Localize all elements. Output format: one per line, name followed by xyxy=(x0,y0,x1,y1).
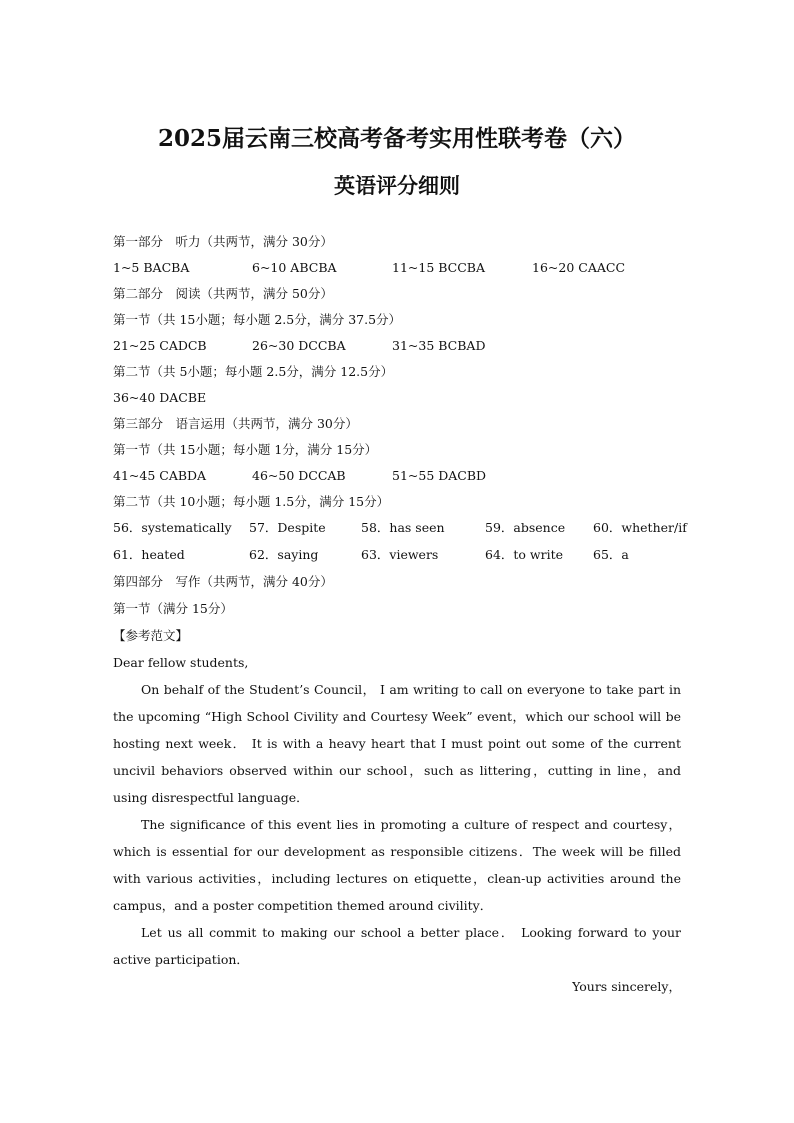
answer-word: 62．saying xyxy=(249,547,319,562)
part4-section1-heading: 第一节（满分 15分） xyxy=(113,601,233,616)
part3-section1-heading: 第一节（共 15小题；每小题 1分，满分 15分） xyxy=(113,442,378,457)
answer-group: 46~50 DCCAB xyxy=(252,468,346,483)
essay-greeting: Dear fellow students, xyxy=(113,655,249,670)
answer-content xyxy=(113,229,687,1000)
answer-group: 16~20 CAACC xyxy=(532,260,626,275)
part3-section2-heading: 第二节（共 10小题；每小题 1.5分，满分 15分） xyxy=(113,494,390,509)
part2-section2-heading: 第二节（共 5小题；每小题 2.5分，满分 12.5分） xyxy=(113,364,394,379)
answer-group: 41~45 CABDA xyxy=(113,468,207,483)
part4-heading: 第四部分 写作（共两节，满分 40分） xyxy=(113,574,333,589)
answer-word: 60．whether/if xyxy=(593,520,687,535)
essay-paragraph: Let us all commit to making our school a better place． Looking forward to your active participation． xyxy=(113,925,681,967)
answer-group: 1~5 BACBA xyxy=(113,260,190,275)
answer-group: 21~25 CADCB xyxy=(113,338,207,353)
answer-group: 51~55 DACBD xyxy=(392,468,487,483)
answer-group: 26~30 DCCBA xyxy=(252,338,346,353)
part2-heading: 第二部分 阅读（共两节，满分 50分） xyxy=(113,286,333,301)
part3-section2-answer-row xyxy=(113,515,687,542)
part3-heading: 第三部分 语言运用（共两节，满分 30分） xyxy=(113,416,358,431)
answer-word: 57．Despite xyxy=(249,520,326,535)
essay-paragraph: On behalf of the Student’s Council， I am writing to call on everyone to take part in the upcoming “High School Civility and Courtesy Week” event，which our school will be hosting next week． It is with a heavy heart that I must point out some of the current uncivil behaviors observed within our school，such as littering，cutting in line，and using disrespectful language． xyxy=(113,682,681,805)
part2-section1-answer-row xyxy=(113,333,681,359)
essay-closing: Yours sincerely， xyxy=(572,979,681,994)
document-subtitle: 英语评分细则 xyxy=(334,173,460,198)
sample-essay-label: 【参考范文】 xyxy=(113,628,189,643)
part1-heading: 第一部分 听力（共两节，满分 30分） xyxy=(113,234,333,249)
answer-word: 56．systematically xyxy=(113,520,232,535)
part2-section1-heading: 第一节（共 15小题；每小题 2.5分，满分 37.5分） xyxy=(113,312,402,327)
essay-paragraph: The significance of this event lies in promoting a culture of respect and courtesy，which is essential for our development as responsible citizens．The week will be filled with various activities，including lectures on etiquette，clean-up activities around the campus，and a poster competition themed around civility． xyxy=(113,817,681,913)
document-title: 2025届云南三校高考备考实用性联考卷（六） xyxy=(157,125,636,152)
part3-section1-answer-row xyxy=(113,463,681,489)
part2-section2-answers: 36~40 DACBE xyxy=(113,390,207,405)
part1-answer-row xyxy=(113,255,681,281)
answer-word: 65．a xyxy=(593,547,629,562)
part3-section2-answer-row xyxy=(113,542,681,569)
answer-word: 64．to write xyxy=(485,547,564,562)
answer-group: 6~10 ABCBA xyxy=(252,260,337,275)
answer-word: 61．heated xyxy=(113,547,185,562)
answer-group: 31~35 BCBAD xyxy=(392,338,486,353)
answer-word: 58．has seen xyxy=(361,520,445,535)
answer-word: 59．absence xyxy=(485,520,566,535)
answer-word: 63．viewers xyxy=(361,547,439,562)
answer-group: 11~15 BCCBA xyxy=(392,260,486,275)
